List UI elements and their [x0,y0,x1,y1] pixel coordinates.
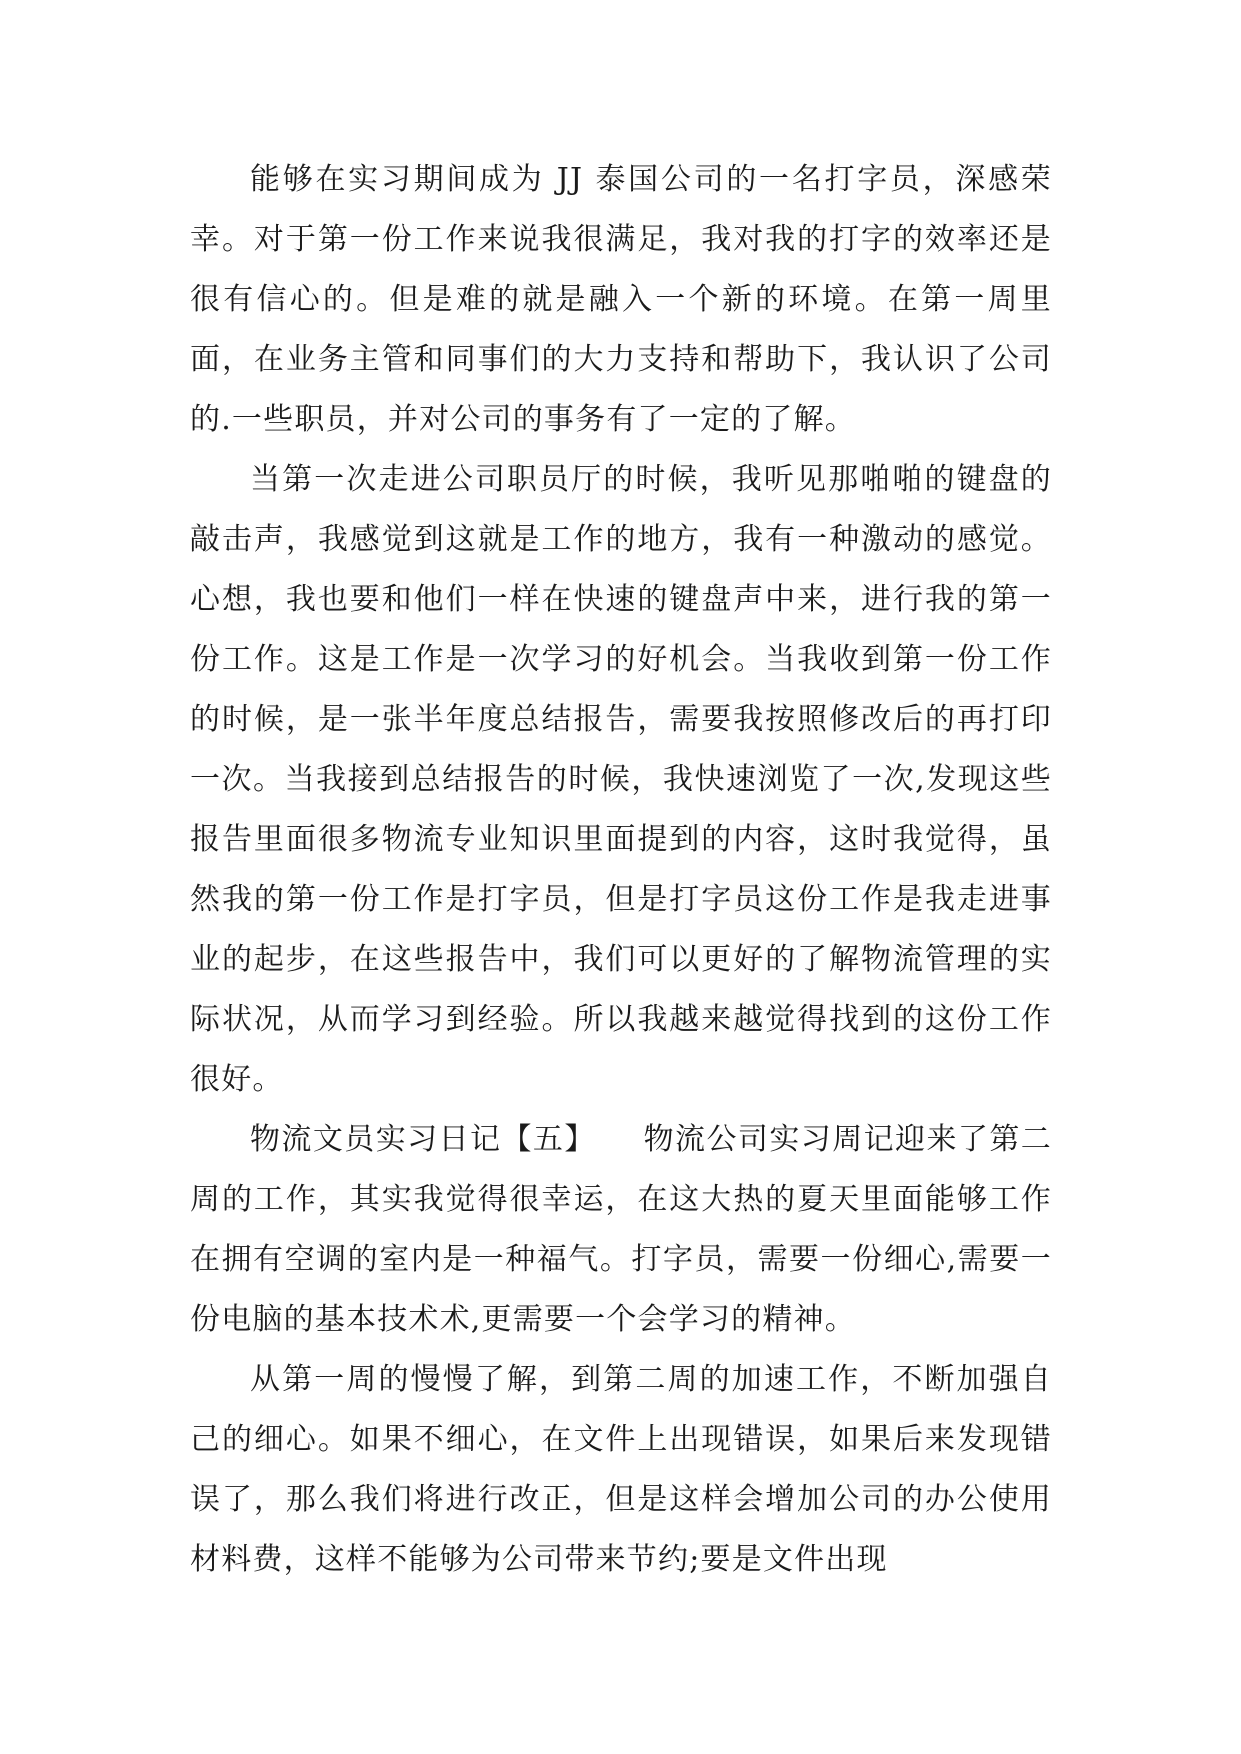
document-body [190,150,1052,1590]
paragraph-3: 物流文员实习日记【五】 物流公司实习周记迎来了第二周的工作，其实我觉得很幸运，在这大热的夏天里面能够工作在拥有空调的室内是一种福气。打字员，需要一份细心,需要一份电脑的基本技术术,更需要一个会学习的精神。 [190,1122,1052,1337]
paragraph-4: 从第一周的慢慢了解，到第二周的加速工作，不断加强自己的细心。如果不细心，在文件上出现错误，如果后来发现错误了，那么我们将进行改正，但是这样会增加公司的办公使用材料费，这样不能够为公司带来节约;要是文件出现 [190,1362,1052,1577]
paragraph-1: 能够在实习期间成为 JJ 泰国公司的一名打字员，深感荣幸。对于第一份工作来说我很满足，我对我的打字的效率还是很有信心的。但是难的就是融入一个新的环境。在第一周里面，在业务主管和同事们的大力支持和帮助下，我认识了公司的.一些职员，并对公司的事务有了一定的了解。 [190,162,1052,437]
paragraph-2: 当第一次走进公司职员厅的时候，我听见那啪啪的键盘的敲击声，我感觉到这就是工作的地方，我有一种激动的感觉。心想，我也要和他们一样在快速的键盘声中来，进行我的第一份工作。这是工作是一次学习的好机会。当我收到第一份工作的时候，是一张半年度总结报告，需要我按照修改后的再打印一次。当我接到总结报告的时候，我快速浏览了一次,发现这些报告里面很多物流专业知识里面提到的内容，这时我觉得，虽然我的第一份工作是打字员，但是打字员这份工作是我走进事业的起步，在这些报告中，我们可以更好的了解物流管理的实际状况，从而学习到经验。所以我越来越觉得找到的这份工作很好。 [190,462,1052,1097]
